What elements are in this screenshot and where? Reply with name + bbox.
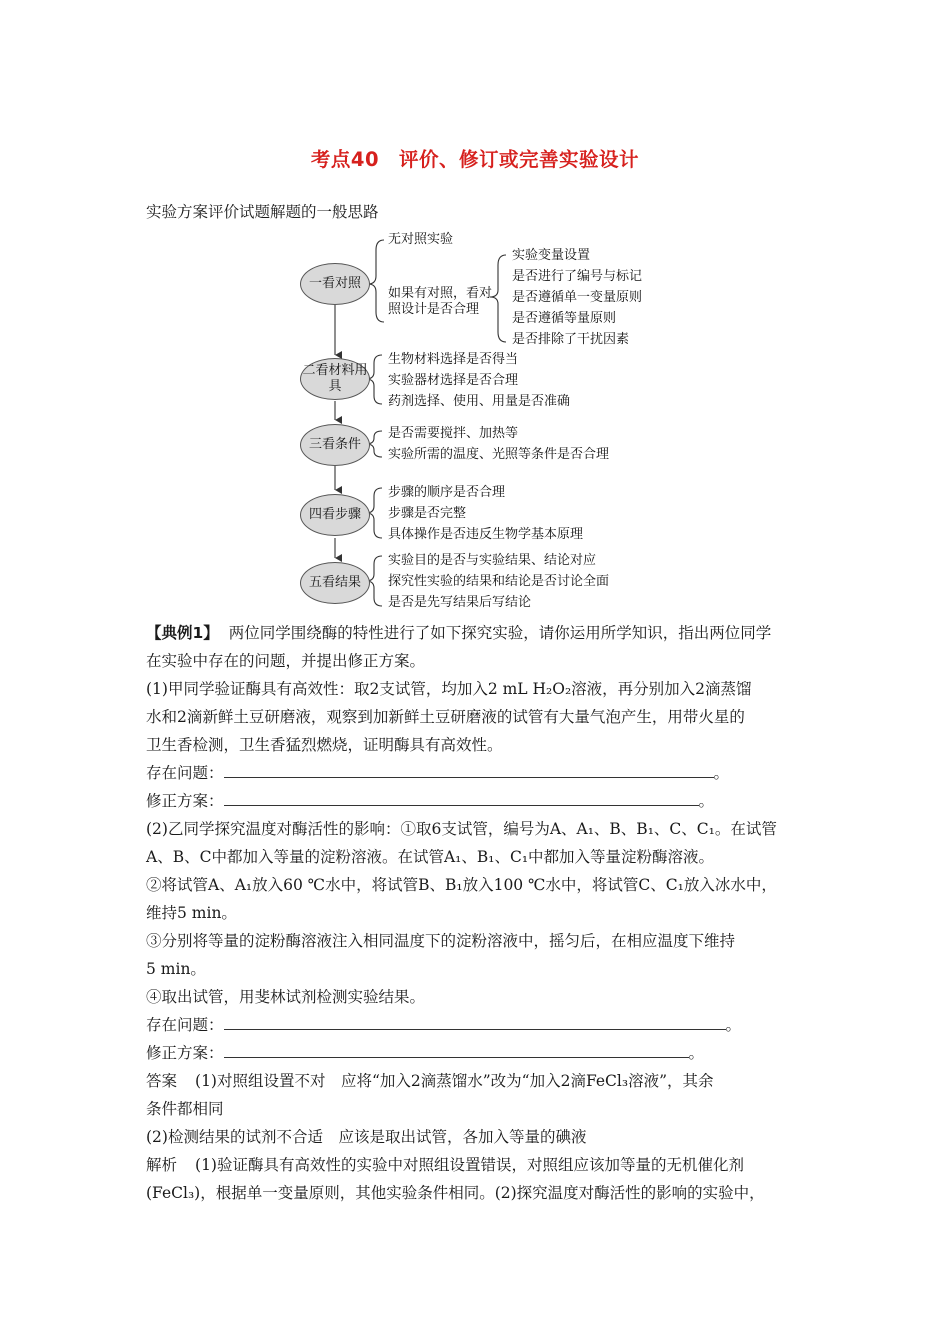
part1-line-1: (1)甲同学验证酶具有高效性：取2支试管，均加入2 mL H₂O₂溶液，再分别加入2滴蒸馏 — [146, 680, 752, 698]
example-intro-line — [146, 620, 771, 647]
flow-step-4-oval: 四看步骤 — [300, 494, 370, 536]
brace-1 — [368, 240, 384, 322]
flow-item: 无对照实验 — [388, 232, 454, 247]
end-mark: 。 — [698, 792, 715, 810]
part2-line-1: (2)乙同学探究温度对酶活性的影响：①取6支试管，编号为A、A₁、B、B₁、C、C₁。在试管 — [146, 820, 777, 838]
answer-line-3: (2)检测结果的试剂不合适 应该是取出试管，各加入等量的碘液 — [146, 1128, 587, 1146]
end-mark: 。 — [725, 1016, 742, 1034]
fix-label: 修正方案： — [146, 792, 224, 810]
problem-answer-blank-1[interactable] — [224, 760, 714, 778]
answer-label: 答案 — [146, 1072, 178, 1090]
end-mark: 。 — [713, 764, 730, 782]
end-mark: 。 — [688, 1044, 705, 1062]
flow-sub-item: 是否遵循等量原则 — [512, 311, 617, 326]
flow-item: 具体操作是否违反生物学基本原理 — [388, 527, 584, 542]
part2-line-6: 5 min。 — [146, 960, 206, 978]
answer-line-2: 条件都相同 — [146, 1100, 224, 1118]
flow-item: 照设计是否合理 — [388, 302, 480, 317]
example-intro-1: 两位同学围绕酶的特性进行了如下探究实验，请你运用所学知识，指出两位同学 — [228, 624, 772, 642]
answer-line-1 — [146, 1068, 714, 1095]
analysis-text-1: (1)验证酶具有高效性的实验中对照组设置错误，对照组应该加等量的无机催化剂 — [195, 1156, 744, 1174]
flow-item: 实验目的是否与实验结果、结论对应 — [388, 553, 597, 568]
fix-label: 修正方案： — [146, 1044, 224, 1062]
part1-line-3: 卫生香检测，卫生香猛烈燃烧，证明酶具有高效性。 — [146, 736, 503, 754]
flow-item: 药剂选择、使用、用量是否准确 — [388, 394, 571, 409]
problem-answer-blank-2[interactable] — [224, 1012, 726, 1030]
problem-line-2 — [146, 1012, 741, 1039]
flow-item: 是否是先写结果后写结论 — [388, 595, 532, 610]
flow-sub-item: 实验变量设置 — [512, 248, 591, 263]
flow-step-1-oval: 一看对照 — [300, 263, 370, 305]
problem-line-1 — [146, 760, 729, 787]
fix-answer-blank-2[interactable] — [224, 1040, 689, 1058]
fix-answer-blank-1[interactable] — [224, 788, 699, 806]
part2-line-3: ②将试管A、A₁放入60 ℃水中，将试管B、B₁放入100 ℃水中，将试管C、C₁放入冰水中， — [146, 876, 777, 894]
example-tag: 【典例1】 — [146, 624, 219, 642]
flow-item: 实验所需的温度、光照等条件是否合理 — [388, 447, 610, 462]
page-title: 考点40 评价、修订或完善实验设计 — [310, 148, 640, 171]
flow-item: 步骤是否完整 — [388, 506, 467, 521]
flow-item: 实验器材选择是否合理 — [388, 373, 519, 388]
part1-line-2: 水和2滴新鲜土豆研磨液，观察到加新鲜土豆研磨液的试管有大量气泡产生，用带火星的 — [146, 708, 745, 726]
fix-line-1 — [146, 788, 714, 815]
fix-line-2 — [146, 1040, 704, 1067]
flow-step-3-oval: 三看条件 — [300, 424, 370, 466]
flow-sub-item: 是否遵循单一变量原则 — [512, 290, 643, 305]
part2-line-5: ③分别将等量的淀粉酶溶液注入相同温度下的淀粉溶液中，摇匀后，在相应温度下维持 — [146, 932, 736, 950]
flow-step-5-oval: 五看结果 — [300, 562, 370, 604]
part2-line-7: ④取出试管，用斐林试剂检测实验结果。 — [146, 988, 426, 1006]
problem-label: 存在问题： — [146, 764, 224, 782]
brace-1-sub — [490, 255, 506, 342]
analysis-line-2: (FeCl₃)，根据单一变量原则，其他实验条件相同。(2)探究温度对酶活性的影响的实验中， — [146, 1184, 765, 1202]
problem-label: 存在问题： — [146, 1016, 224, 1034]
flow-item: 是否需要搅拌、加热等 — [388, 426, 519, 441]
part2-line-2: A、B、C中都加入等量的淀粉溶液。在试管A₁、B₁、C₁中都加入等量淀粉酶溶液。 — [146, 848, 715, 866]
answer-1-text: (1)对照组设置不对 应将“加入2滴蒸馏水”改为“加入2滴FeCl₃溶液”，其余 — [195, 1072, 714, 1090]
analysis-line-1 — [146, 1152, 744, 1179]
analysis-label: 解析 — [146, 1156, 178, 1174]
flow-item: 步骤的顺序是否合理 — [388, 485, 506, 500]
flow-sub-item: 是否进行了编号与标记 — [512, 269, 643, 284]
flow-item: 探究性实验的结果和结论是否讨论全面 — [388, 574, 610, 589]
flow-step-2-oval: 二看材料用具 — [300, 358, 370, 400]
example-intro-2: 在实验中存在的问题，并提出修正方案。 — [146, 652, 426, 670]
flow-sub-item: 是否排除了干扰因素 — [512, 332, 630, 347]
part2-line-4: 维持5 min。 — [146, 904, 237, 922]
flow-item: 生物材料选择是否得当 — [388, 352, 519, 367]
flow-item: 如果有对照，看对 — [388, 286, 493, 301]
section-subtitle: 实验方案评价试题解题的一般思路 — [146, 203, 379, 221]
